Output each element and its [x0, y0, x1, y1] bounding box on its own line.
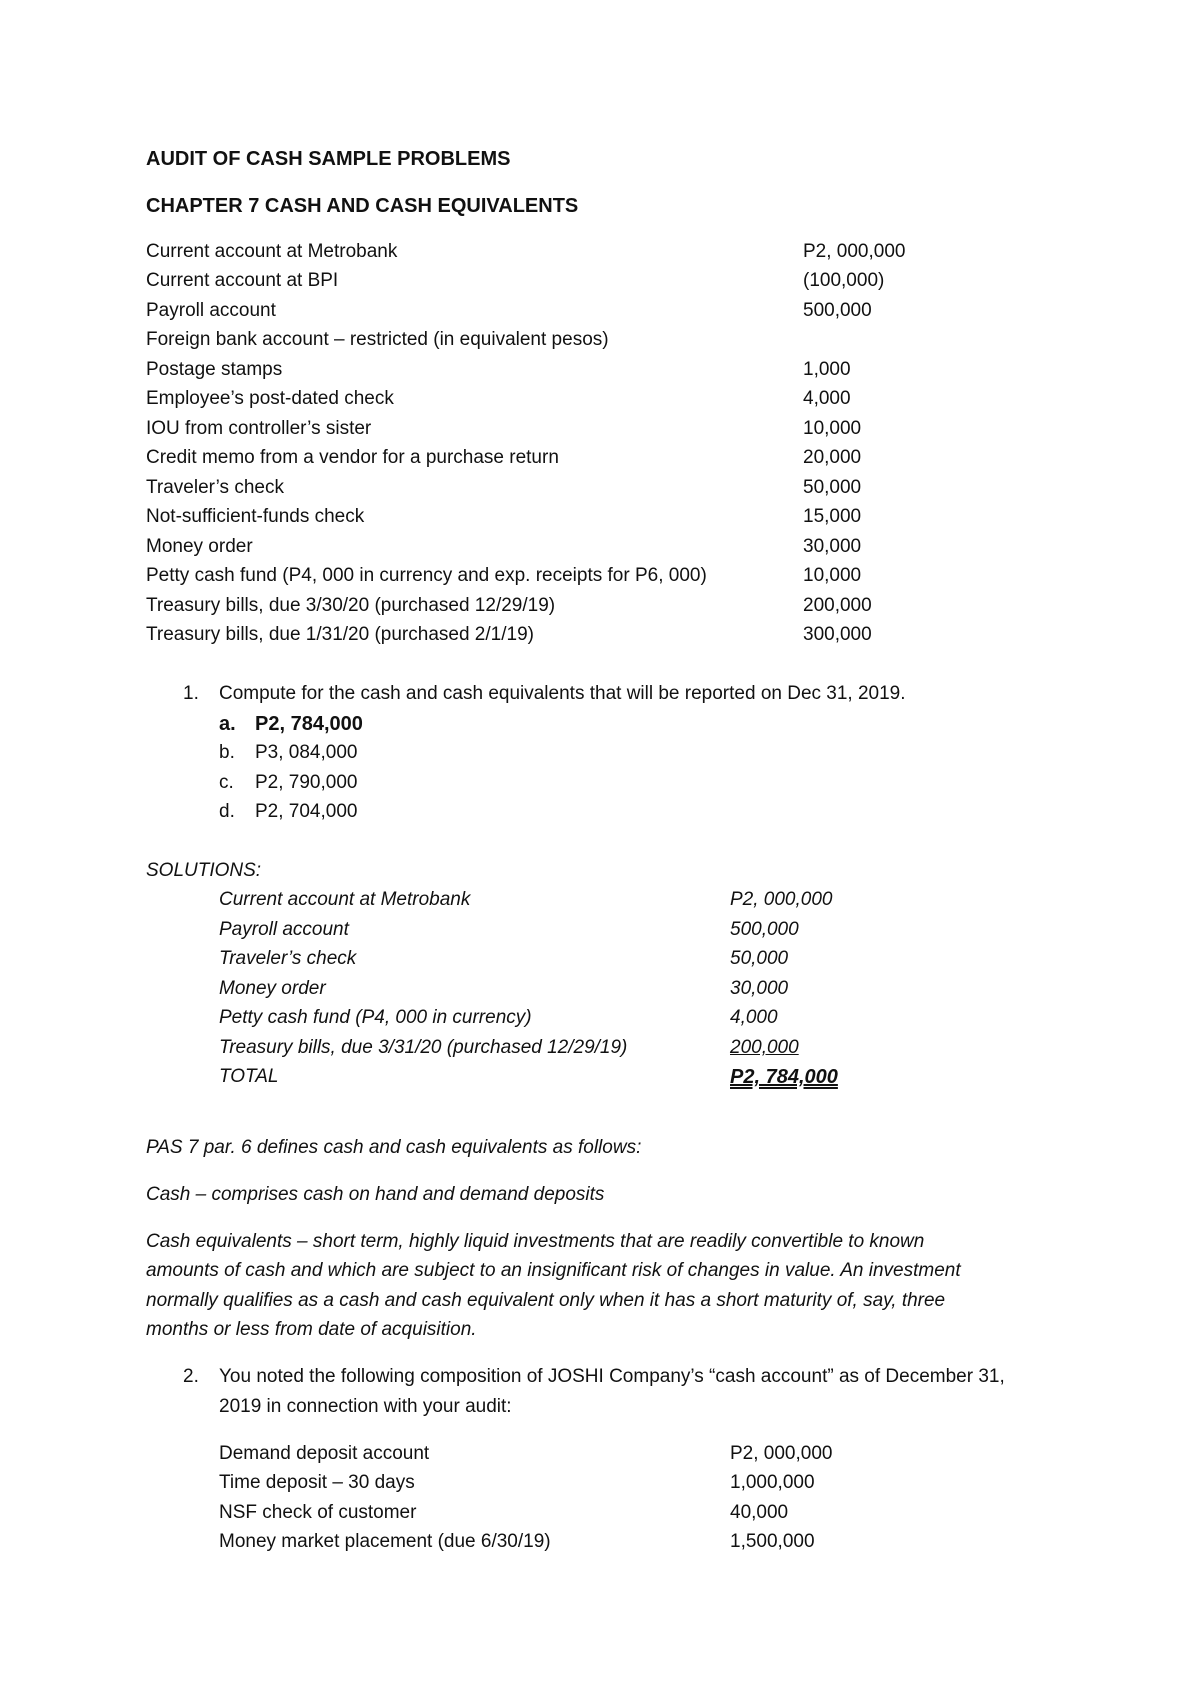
- choice-letter: c.: [219, 772, 234, 793]
- question-text: Compute for the cash and cash equivalents that will be reported on Dec 31, 2019.: [219, 683, 906, 704]
- item-label: Postage stamps: [146, 359, 283, 380]
- cash-equivalents-definition: normally qualifies as a cash and cash equivalent only when it has a short maturity of, say, three: [146, 1290, 946, 1311]
- item-label: Treasury bills, due 1/31/20 (purchased 2/1/19): [146, 624, 534, 645]
- choice-text: P2, 790,000: [255, 772, 358, 793]
- item-amount: 15,000: [803, 506, 862, 527]
- item-amount: 30,000: [803, 536, 862, 557]
- item-label: Payroll account: [146, 300, 276, 321]
- cash-equivalents-definition: amounts of cash and which are subject to an insignificant risk of changes in value. An investment: [146, 1260, 961, 1281]
- item-amount: 50,000: [803, 477, 862, 498]
- item-label: Current account at BPI: [146, 270, 339, 291]
- item-label: Traveler’s check: [146, 477, 284, 498]
- solution-amount: 500,000: [730, 919, 799, 940]
- item-amount: P2, 000,000: [803, 241, 906, 262]
- solution-label: Payroll account: [219, 919, 349, 940]
- solution-label: Current account at Metrobank: [219, 889, 471, 910]
- item-label: Petty cash fund (P4, 000 in currency and exp. receipts for P6, 000): [146, 565, 707, 586]
- pas-reference: PAS 7 par. 6 defines cash and cash equivalents as follows:: [146, 1137, 642, 1158]
- composition-amount: 1,000,000: [730, 1472, 815, 1493]
- solution-amount: 30,000: [730, 978, 789, 999]
- choice-letter: d.: [219, 801, 235, 822]
- item-label: Credit memo from a vendor for a purchase return: [146, 447, 559, 468]
- item-amount: 1,000: [803, 359, 851, 380]
- item-amount: (100,000): [803, 270, 885, 291]
- composition-amount: P2, 000,000: [730, 1443, 833, 1464]
- solution-total-label: TOTAL: [219, 1066, 279, 1087]
- solution-label: Treasury bills, due 3/31/20 (purchased 12/29/19): [219, 1037, 628, 1058]
- item-label: Treasury bills, due 3/30/20 (purchased 12/29/19): [146, 595, 556, 616]
- cash-equivalents-definition: Cash equivalents – short term, highly liquid investments that are readily convertible to known: [146, 1231, 925, 1252]
- solution-label: Traveler’s check: [219, 948, 357, 969]
- choice-text: P2, 704,000: [255, 801, 358, 822]
- choice-text: P2, 784,000: [255, 713, 363, 735]
- solution-amount: P2, 000,000: [730, 889, 833, 910]
- solution-amount: 50,000: [730, 948, 789, 969]
- cash-equivalents-definition: months or less from date of acquisition.: [146, 1319, 477, 1340]
- item-amount: 200,000: [803, 595, 872, 616]
- item-label: IOU from controller’s sister: [146, 418, 372, 439]
- solution-label: Money order: [219, 978, 326, 999]
- cash-definition: Cash – comprises cash on hand and demand deposits: [146, 1184, 605, 1205]
- question-number: 2.: [183, 1366, 199, 1387]
- question-text: 2019 in connection with your audit:: [219, 1396, 512, 1417]
- item-amount: 10,000: [803, 565, 862, 586]
- document-title: AUDIT OF CASH SAMPLE PROBLEMS: [146, 148, 511, 170]
- item-label: Not-sufficient-funds check: [146, 506, 365, 527]
- item-label: Foreign bank account – restricted (in equivalent pesos): [146, 329, 609, 350]
- solution-amount: 4,000: [730, 1007, 778, 1028]
- solutions-heading: SOLUTIONS:: [146, 860, 262, 881]
- composition-label: Money market placement (due 6/30/19): [219, 1531, 551, 1552]
- item-label: Employee’s post-dated check: [146, 388, 394, 409]
- solution-total-amount: P2, 784,000: [730, 1066, 838, 1088]
- chapter-heading: CHAPTER 7 CASH AND CASH EQUIVALENTS: [146, 195, 579, 217]
- item-label: Money order: [146, 536, 253, 557]
- choice-letter: b.: [219, 742, 235, 763]
- composition-amount: 40,000: [730, 1502, 789, 1523]
- choice-text: P3, 084,000: [255, 742, 358, 763]
- solution-amount: 200,000: [730, 1037, 799, 1058]
- item-amount: 300,000: [803, 624, 872, 645]
- composition-label: Time deposit – 30 days: [219, 1472, 415, 1493]
- solution-label: Petty cash fund (P4, 000 in currency): [219, 1007, 532, 1028]
- question-text: You noted the following composition of JOSHI Company’s “cash account” as of December 31,: [219, 1366, 1005, 1387]
- composition-label: Demand deposit account: [219, 1443, 430, 1464]
- item-amount: 500,000: [803, 300, 872, 321]
- composition-amount: 1,500,000: [730, 1531, 815, 1552]
- item-amount: 10,000: [803, 418, 862, 439]
- question-number: 1.: [183, 683, 199, 704]
- composition-label: NSF check of customer: [219, 1502, 417, 1523]
- item-label: Current account at Metrobank: [146, 241, 398, 262]
- item-amount: 4,000: [803, 388, 851, 409]
- choice-letter: a.: [219, 713, 236, 735]
- item-amount: 20,000: [803, 447, 862, 468]
